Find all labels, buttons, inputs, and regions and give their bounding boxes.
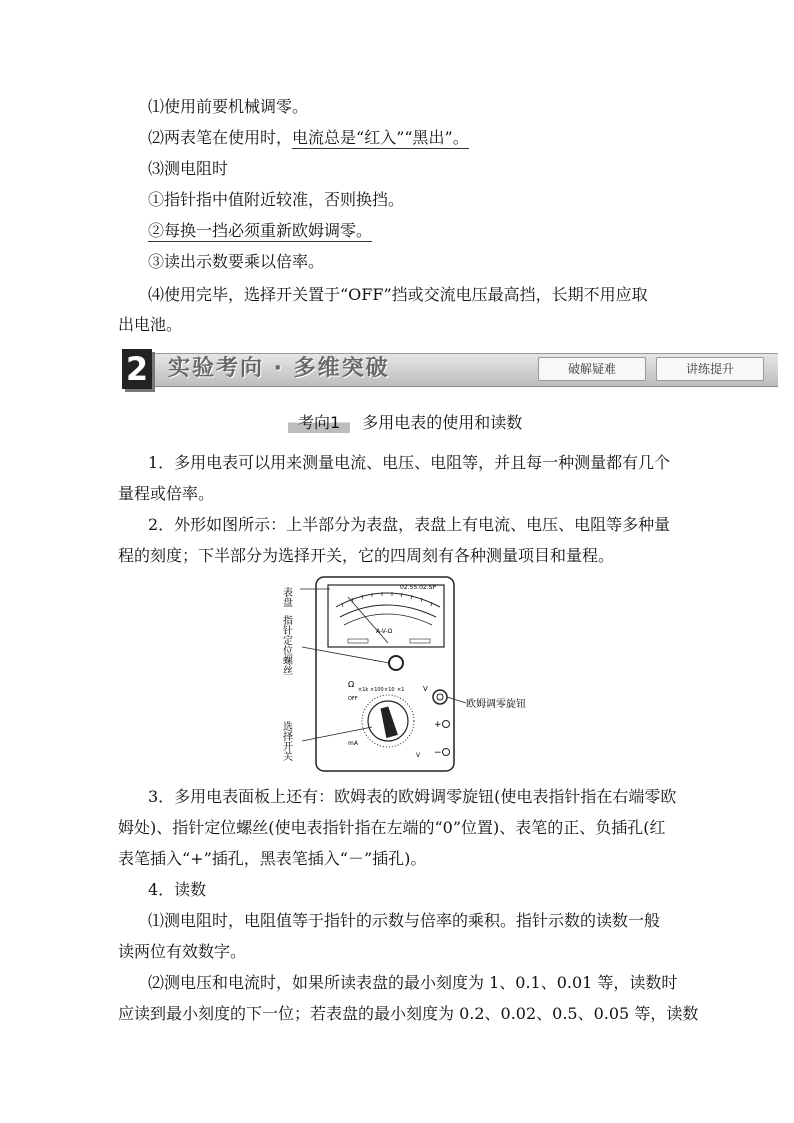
- topic-title: 多用电表的使用和读数: [362, 413, 523, 432]
- dial-bar-right: [410, 639, 430, 643]
- v-label-bottom: V: [416, 752, 421, 759]
- plus-jack[interactable]: [443, 721, 450, 728]
- note-3: ⑶测电阻时: [148, 159, 229, 178]
- para-5-line2: 读两位有效数字。: [118, 942, 247, 961]
- multimeter-diagram: [280, 575, 570, 775]
- note-4-line1: ⑷使用完毕，选择开关置于“OFF”挡或交流电压最高挡，长期不用应取: [148, 285, 648, 304]
- note-4-line2: 出电池。: [118, 315, 183, 334]
- para-4: 4．读数: [148, 880, 207, 899]
- scale-unit: A-V-Ω: [376, 628, 393, 635]
- off-label: OFF: [348, 696, 358, 702]
- range-x1: ×1: [397, 687, 405, 693]
- note-3a: ①指针指中值附近较准，否则换挡。: [148, 190, 405, 209]
- model-code: 02.55.02.SP: [400, 584, 437, 591]
- para-6-line1: ⑵测电压和电流时，如果所读表盘的最小刻度为 1、0.1、0.01 等，读数时: [148, 973, 678, 992]
- note-2: [148, 127, 469, 149]
- ohm-symbol: Ω: [348, 680, 355, 689]
- ohm-adjust-knob-center: [437, 694, 443, 700]
- para-3-line2: 姆处)、指针定位螺丝(使电表指针指在左端的“0”位置)、表笔的正、负插孔(红: [118, 818, 666, 837]
- v-label-top: V: [423, 685, 428, 693]
- label-screw: 指针定位螺丝: [280, 615, 292, 675]
- minus-jack[interactable]: [443, 749, 450, 756]
- para-1-line1: 1．多用电表可以用来测量电流、电压、电阻等，并且每一种测量都有几个: [148, 453, 671, 472]
- section-banner: [118, 349, 778, 389]
- dial-bar-left: [348, 639, 368, 643]
- pointer-screw[interactable]: [389, 656, 403, 670]
- para-2-line1: 2．外形如图所示：上半部分为表盘，表盘上有电流、电压、电阻等多种量: [148, 515, 671, 534]
- para-6-line2: 应读到最小刻度的下一位；若表盘的最小刻度为 0.2、0.02、0.5、0.05 等，读数: [118, 1004, 699, 1023]
- para-3-line3: 表笔插入“+”插孔，黑表笔插入“－”插孔)。: [118, 849, 427, 868]
- label-knob: 欧姆调零旋钮: [466, 699, 526, 710]
- range-x1k: ×1k: [358, 687, 369, 693]
- minus-label: −: [434, 748, 442, 758]
- plus-label: +: [434, 720, 442, 730]
- dial-window: [328, 585, 444, 647]
- label-switch: 选择开关: [280, 721, 292, 761]
- topic-header: [288, 410, 522, 433]
- practice-improve-button[interactable]: 讲练提升: [656, 357, 764, 381]
- range-x100: ×100: [370, 687, 384, 693]
- para-2-line2: 程的刻度；下半部分为选择开关，它的四周刻有各种测量项目和量程。: [118, 546, 615, 565]
- banner-title: 实验考向 · 多维突破: [168, 356, 390, 381]
- note-3c: ③读出示数要乘以倍率。: [148, 252, 325, 271]
- para-3-line1: 3．多用电表面板上还有：欧姆表的欧姆调零旋钮(使电表指针指在右端零欧: [148, 787, 677, 806]
- note-1: ⑴使用前要机械调零。: [148, 97, 309, 116]
- para-1-line2: 量程或倍率。: [118, 484, 215, 503]
- label-dial: 表盘: [280, 587, 292, 607]
- para-5-line1: ⑴测电阻时，电阻值等于指针的示数与倍率的乘积。指针示数的读数一般: [148, 911, 661, 930]
- banner-number: 2: [122, 349, 152, 389]
- ma-label: mA: [348, 740, 358, 747]
- note-2-underlined: 电流总是“红入”“黑出”。: [292, 128, 469, 147]
- crack-difficulty-button[interactable]: 破解疑难: [538, 357, 646, 381]
- range-x10: ×10: [384, 687, 395, 693]
- note-3b-underlined: ②每换一挡必须重新欧姆调零。: [148, 221, 373, 240]
- note-2-prefix: ⑵两表笔在使用时，: [148, 128, 293, 147]
- topic-label: 考向1: [288, 410, 350, 433]
- note-3b: [148, 220, 372, 242]
